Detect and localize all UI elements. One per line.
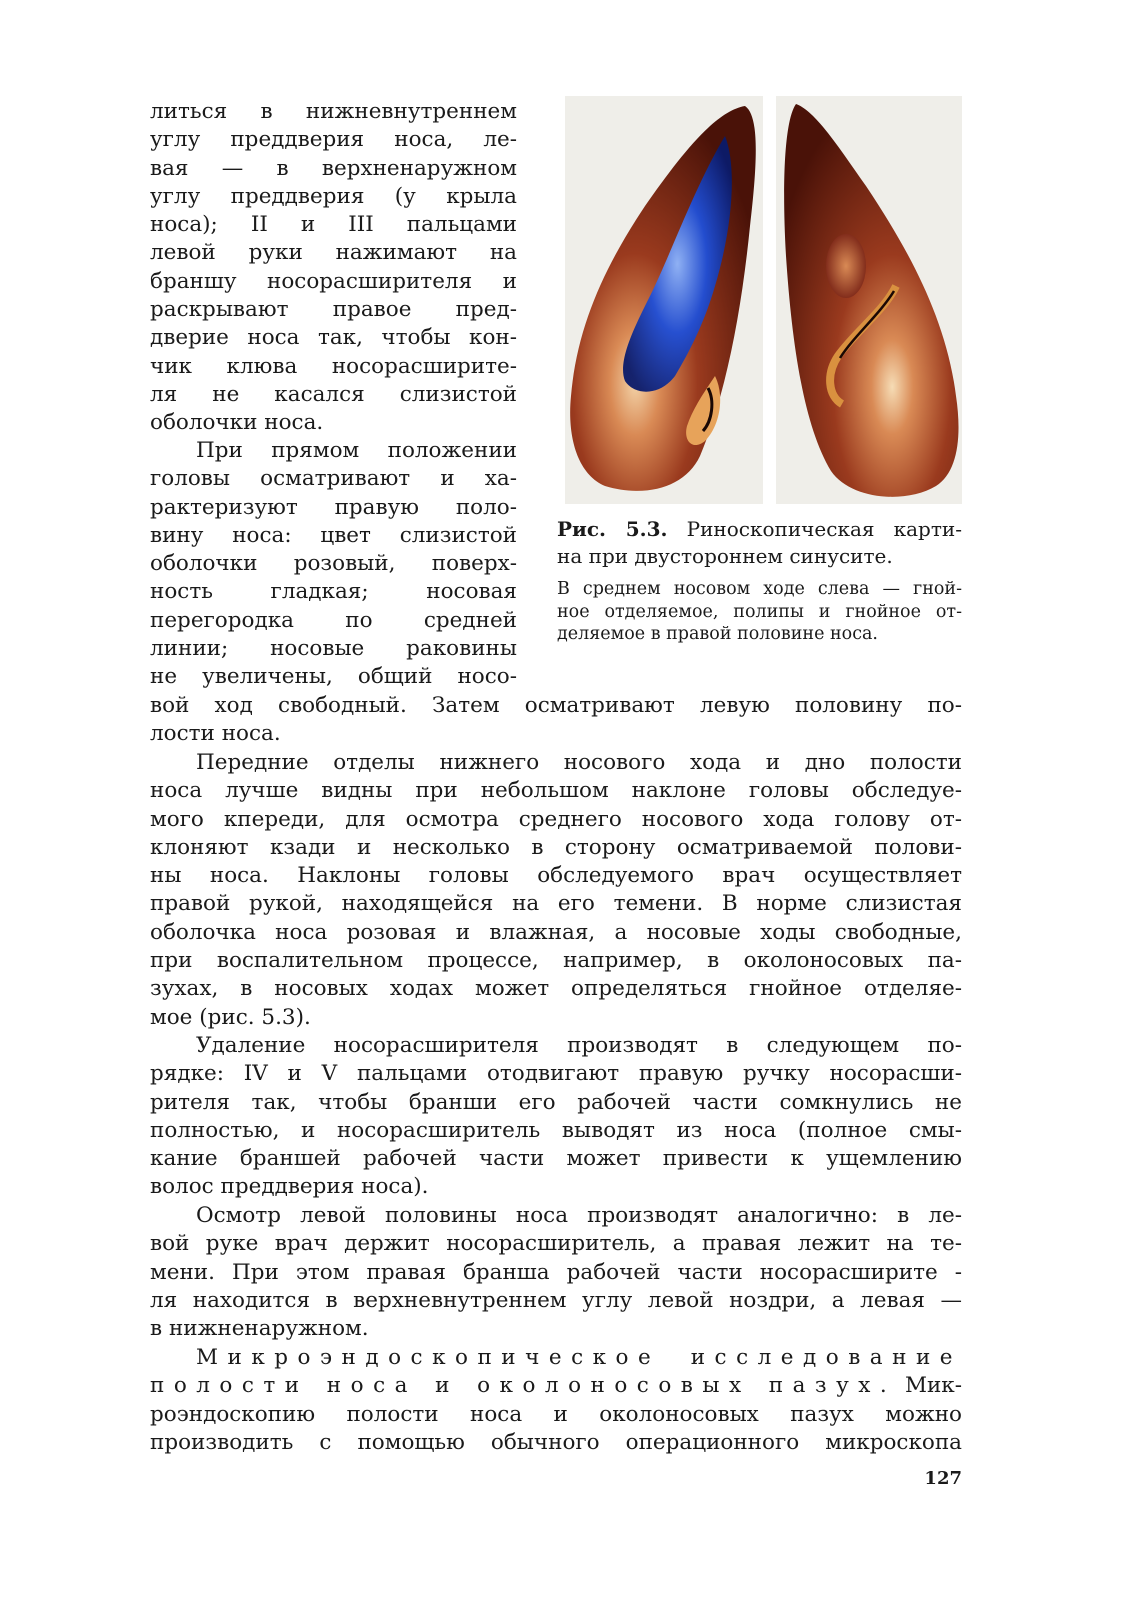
- text-line: клоняют кзади и несколько в сторону осматриваемой полови-: [150, 834, 962, 860]
- text-line: вину носа: цвет слизистой: [150, 522, 517, 548]
- text-line: Удаление носорасширителя производят в следующем по-: [196, 1033, 962, 1058]
- text-line: мое (рис. 5.3).: [150, 1004, 311, 1030]
- text-line: зухах, в носовых ходах может определяться гнойное отделяе-: [150, 976, 962, 1002]
- paragraph-left-2: [150, 437, 517, 692]
- text-line: левой руки нажимают на: [150, 240, 517, 266]
- text-line: рядке: IV и V пальцами отодвигают правую ручку носорасши-: [150, 1061, 962, 1087]
- text-line: При прямом положении: [196, 438, 517, 463]
- text-line: рактеризуют правую поло-: [150, 494, 517, 520]
- paragraph-6: [150, 1344, 962, 1457]
- text-line: головы осматривают и ха-: [150, 466, 517, 492]
- section-heading-line: Микроэндоскопическое исследование: [196, 1345, 962, 1370]
- text-line: оболочки носа.: [150, 410, 324, 436]
- text-line: не увеличены, общий носо-: [150, 664, 517, 690]
- text-line: раскрывают правое пред-: [150, 297, 517, 323]
- paragraph-left-1: [150, 98, 517, 438]
- text-line: оболочка носа розовая и влажная, а носовые ходы свободные,: [150, 919, 962, 945]
- text-line: линии; носовые раковины: [150, 636, 517, 662]
- paragraph-5: [150, 1202, 962, 1343]
- figure-5-3: [565, 96, 962, 504]
- caption-title-line: Риноскопическая карти-: [686, 517, 962, 541]
- text-line: при воспалительном процессе, например, в околоносовых па-: [150, 948, 962, 974]
- paragraph-3: [150, 749, 962, 1032]
- text-line: носа лучше видны при небольшом наклоне головы обследуе-: [150, 778, 962, 804]
- caption-title: [557, 516, 962, 570]
- right-nasal-cavity-image: [776, 96, 962, 504]
- text-line: ля находится в верхневнутреннем углу левой ноздри, а левая —: [150, 1287, 962, 1313]
- caption-line: деляемое в правой половине носа.: [557, 624, 878, 644]
- text-line: дверие носа так, чтобы кон-: [150, 325, 517, 351]
- paragraph-4: [150, 1032, 962, 1202]
- text-line: ля не касался слизистой: [150, 381, 517, 407]
- text-fragment: Мик-: [904, 1373, 962, 1399]
- caption-description: [557, 578, 962, 646]
- text-line: чик клюва носорасширите-: [150, 353, 517, 379]
- text-line: мени. При этом правая бранша рабочей части носорасширите -: [150, 1259, 962, 1285]
- text-line: мого кпереди, для осмотра среднего носового хода голову от-: [150, 806, 962, 832]
- text-line: волос преддверия носа).: [150, 1174, 429, 1200]
- text-line: Передние отделы нижнего носового хода и дно полости: [196, 750, 962, 775]
- text-line: вой ход свободный. Затем осматривают левую половину по-: [150, 693, 962, 718]
- caption-line: ное отделяемое, полипы и гнойное от-: [557, 601, 962, 622]
- paragraph-2-continuation: [150, 692, 962, 749]
- text-line: роэндоскопию полости носа и околоносовых пазух можно: [150, 1401, 962, 1427]
- text-line: перегородка по средней: [150, 607, 517, 633]
- text-line: кание браншей рабочей части может привести к ущемлению: [150, 1146, 962, 1172]
- page-number: 127: [924, 1468, 962, 1489]
- text-line: правой рукой, находящейся на его темени. В норме слизистая: [150, 891, 962, 917]
- text-line: рителя так, чтобы бранши его рабочей части сомкнулись не: [150, 1089, 962, 1115]
- text-line: лости носа.: [150, 721, 281, 747]
- section-heading-line: полости носа и околоносовых пазух.: [150, 1373, 897, 1399]
- caption-title-line: на при двустороннем синусите.: [557, 544, 893, 568]
- text-line: производить с помощью обычного операционного микроскопа: [150, 1429, 962, 1455]
- caption-line: В среднем носовом ходе слева — гной-: [557, 579, 962, 599]
- figure-caption: [557, 516, 962, 646]
- text-line: браншу носорасширителя и: [150, 268, 517, 294]
- text-line: углу преддверия носа, ле-: [150, 127, 517, 153]
- text-line: Осмотр левой половины носа производят аналогично: в ле-: [196, 1203, 962, 1228]
- left-nasal-cavity-image: [565, 96, 763, 504]
- text-line: вой руке врач держит носорасширитель, а правая лежит на те-: [150, 1231, 962, 1257]
- figure-label: Рис. 5.3.: [557, 517, 668, 541]
- text-line: ность гладкая; носовая: [150, 579, 517, 605]
- text-line: полностью, и носорасширитель выводят из носа (полное смы-: [150, 1117, 962, 1143]
- text-line: углу преддверия (у крыла: [150, 183, 517, 209]
- text-line: в нижненаружном.: [150, 1316, 369, 1342]
- text-line: вая — в верхненаружном: [150, 155, 517, 181]
- text-line: литься в нижневнутреннем: [150, 99, 517, 124]
- text-line: ны носа. Наклоны головы обследуемого врач осуществляет: [150, 863, 962, 889]
- text-line: носа); II и III пальцами: [150, 212, 517, 238]
- text-line: оболочки розовый, поверх-: [150, 551, 517, 577]
